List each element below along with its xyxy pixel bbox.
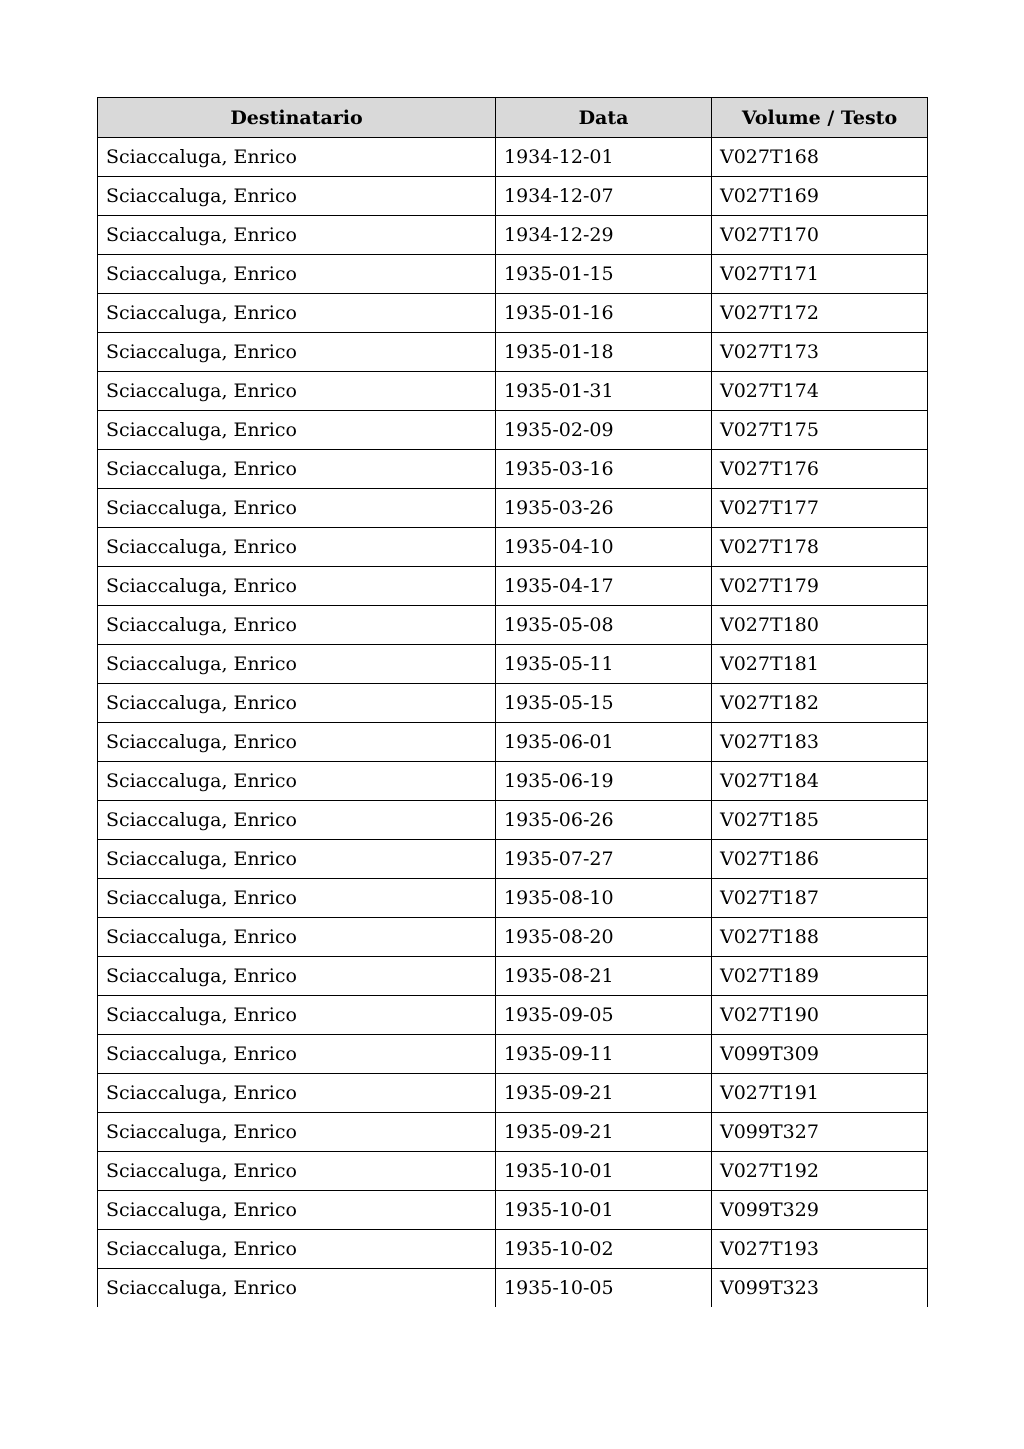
- cell-data: 1935-10-02: [496, 1230, 712, 1269]
- cell-volume-testo: V027T177: [712, 489, 928, 528]
- cell-volume-testo: V099T323: [712, 1269, 928, 1308]
- table-row: [98, 450, 928, 489]
- cell-volume-testo: V027T171: [712, 255, 928, 294]
- cell-volume-testo: V027T169: [712, 177, 928, 216]
- cell-volume-testo: V027T179: [712, 567, 928, 606]
- cell-volume-testo: V027T170: [712, 216, 928, 255]
- cell-destinatario: Sciaccaluga, Enrico: [98, 567, 496, 606]
- cell-destinatario: Sciaccaluga, Enrico: [98, 411, 496, 450]
- table-row: [98, 1230, 928, 1269]
- cell-volume-testo: V027T168: [712, 138, 928, 177]
- cell-data: 1935-04-10: [496, 528, 712, 567]
- header-volume-testo: Volume / Testo: [712, 98, 928, 138]
- cell-data: 1935-08-20: [496, 918, 712, 957]
- cell-destinatario: Sciaccaluga, Enrico: [98, 723, 496, 762]
- table-row: [98, 1074, 928, 1113]
- table-row: [98, 411, 928, 450]
- cell-destinatario: Sciaccaluga, Enrico: [98, 1074, 496, 1113]
- table-row: [98, 1269, 928, 1308]
- table-row: [98, 177, 928, 216]
- cell-data: 1935-09-11: [496, 1035, 712, 1074]
- cell-data: 1935-01-31: [496, 372, 712, 411]
- cell-data: 1935-07-27: [496, 840, 712, 879]
- cell-data: 1935-08-10: [496, 879, 712, 918]
- cell-destinatario: Sciaccaluga, Enrico: [98, 762, 496, 801]
- cell-destinatario: Sciaccaluga, Enrico: [98, 489, 496, 528]
- table-row: [98, 294, 928, 333]
- table-row: [98, 840, 928, 879]
- table-row: [98, 801, 928, 840]
- cell-volume-testo: V027T176: [712, 450, 928, 489]
- cell-destinatario: Sciaccaluga, Enrico: [98, 450, 496, 489]
- cell-volume-testo: V027T173: [712, 333, 928, 372]
- cell-data: 1935-01-15: [496, 255, 712, 294]
- table-row: [98, 879, 928, 918]
- table-row: [98, 528, 928, 567]
- cell-volume-testo: V099T329: [712, 1191, 928, 1230]
- table-row: [98, 684, 928, 723]
- cell-destinatario: Sciaccaluga, Enrico: [98, 177, 496, 216]
- cell-data: 1935-09-05: [496, 996, 712, 1035]
- cell-data: 1934-12-07: [496, 177, 712, 216]
- table-row: [98, 996, 928, 1035]
- cell-destinatario: Sciaccaluga, Enrico: [98, 1230, 496, 1269]
- cell-destinatario: Sciaccaluga, Enrico: [98, 879, 496, 918]
- cell-volume-testo: V027T186: [712, 840, 928, 879]
- cell-data: 1935-05-11: [496, 645, 712, 684]
- cell-data: 1935-06-26: [496, 801, 712, 840]
- cell-data: 1935-06-19: [496, 762, 712, 801]
- cell-volume-testo: V027T172: [712, 294, 928, 333]
- cell-volume-testo: V099T309: [712, 1035, 928, 1074]
- cell-destinatario: Sciaccaluga, Enrico: [98, 645, 496, 684]
- cell-volume-testo: V027T190: [712, 996, 928, 1035]
- cell-data: 1935-08-21: [496, 957, 712, 996]
- table-row: [98, 138, 928, 177]
- table-row: [98, 606, 928, 645]
- cell-data: 1934-12-01: [496, 138, 712, 177]
- cell-data: 1935-05-08: [496, 606, 712, 645]
- cell-data: 1935-09-21: [496, 1074, 712, 1113]
- cell-volume-testo: V027T180: [712, 606, 928, 645]
- cell-volume-testo: V027T187: [712, 879, 928, 918]
- table-header-row: [98, 98, 928, 138]
- cell-volume-testo: V027T182: [712, 684, 928, 723]
- cell-volume-testo: V027T188: [712, 918, 928, 957]
- cell-data: 1934-12-29: [496, 216, 712, 255]
- cell-destinatario: Sciaccaluga, Enrico: [98, 528, 496, 567]
- cell-data: 1935-03-16: [496, 450, 712, 489]
- table-row: [98, 489, 928, 528]
- cell-volume-testo: V027T175: [712, 411, 928, 450]
- cell-data: 1935-01-18: [496, 333, 712, 372]
- cell-destinatario: Sciaccaluga, Enrico: [98, 294, 496, 333]
- cell-volume-testo: V027T184: [712, 762, 928, 801]
- table-row: [98, 1113, 928, 1152]
- cell-data: 1935-05-15: [496, 684, 712, 723]
- cell-destinatario: Sciaccaluga, Enrico: [98, 1269, 496, 1308]
- table-row: [98, 762, 928, 801]
- table-row: [98, 1035, 928, 1074]
- cell-volume-testo: V027T174: [712, 372, 928, 411]
- cell-destinatario: Sciaccaluga, Enrico: [98, 918, 496, 957]
- cell-data: 1935-02-09: [496, 411, 712, 450]
- cell-volume-testo: V027T181: [712, 645, 928, 684]
- cell-data: 1935-10-05: [496, 1269, 712, 1308]
- header-data: Data: [496, 98, 712, 138]
- cell-volume-testo: V027T178: [712, 528, 928, 567]
- cell-volume-testo: V027T193: [712, 1230, 928, 1269]
- cell-destinatario: Sciaccaluga, Enrico: [98, 216, 496, 255]
- table-row: [98, 957, 928, 996]
- cell-data: 1935-10-01: [496, 1152, 712, 1191]
- cell-volume-testo: V099T327: [712, 1113, 928, 1152]
- cell-destinatario: Sciaccaluga, Enrico: [98, 1113, 496, 1152]
- table-row: [98, 372, 928, 411]
- cell-destinatario: Sciaccaluga, Enrico: [98, 996, 496, 1035]
- cell-destinatario: Sciaccaluga, Enrico: [98, 1035, 496, 1074]
- cell-destinatario: Sciaccaluga, Enrico: [98, 1152, 496, 1191]
- table-row: [98, 567, 928, 606]
- cell-volume-testo: V027T192: [712, 1152, 928, 1191]
- cell-data: 1935-06-01: [496, 723, 712, 762]
- table-row: [98, 333, 928, 372]
- cell-destinatario: Sciaccaluga, Enrico: [98, 138, 496, 177]
- letters-table: [97, 97, 928, 1307]
- cell-destinatario: Sciaccaluga, Enrico: [98, 606, 496, 645]
- cell-data: 1935-03-26: [496, 489, 712, 528]
- table-body: [98, 138, 928, 1308]
- table-row: [98, 255, 928, 294]
- table-row: [98, 645, 928, 684]
- table-row: [98, 723, 928, 762]
- cell-volume-testo: V027T185: [712, 801, 928, 840]
- cell-volume-testo: V027T189: [712, 957, 928, 996]
- cell-destinatario: Sciaccaluga, Enrico: [98, 684, 496, 723]
- cell-destinatario: Sciaccaluga, Enrico: [98, 333, 496, 372]
- table-row: [98, 1191, 928, 1230]
- cell-data: 1935-09-21: [496, 1113, 712, 1152]
- cell-destinatario: Sciaccaluga, Enrico: [98, 840, 496, 879]
- header-destinatario: Destinatario: [98, 98, 496, 138]
- cell-destinatario: Sciaccaluga, Enrico: [98, 1191, 496, 1230]
- cell-destinatario: Sciaccaluga, Enrico: [98, 372, 496, 411]
- cell-volume-testo: V027T183: [712, 723, 928, 762]
- cell-destinatario: Sciaccaluga, Enrico: [98, 957, 496, 996]
- table-row: [98, 216, 928, 255]
- cell-destinatario: Sciaccaluga, Enrico: [98, 255, 496, 294]
- table-row: [98, 918, 928, 957]
- table-row: [98, 1152, 928, 1191]
- cell-data: 1935-10-01: [496, 1191, 712, 1230]
- cell-destinatario: Sciaccaluga, Enrico: [98, 801, 496, 840]
- cell-data: 1935-01-16: [496, 294, 712, 333]
- cell-volume-testo: V027T191: [712, 1074, 928, 1113]
- cell-data: 1935-04-17: [496, 567, 712, 606]
